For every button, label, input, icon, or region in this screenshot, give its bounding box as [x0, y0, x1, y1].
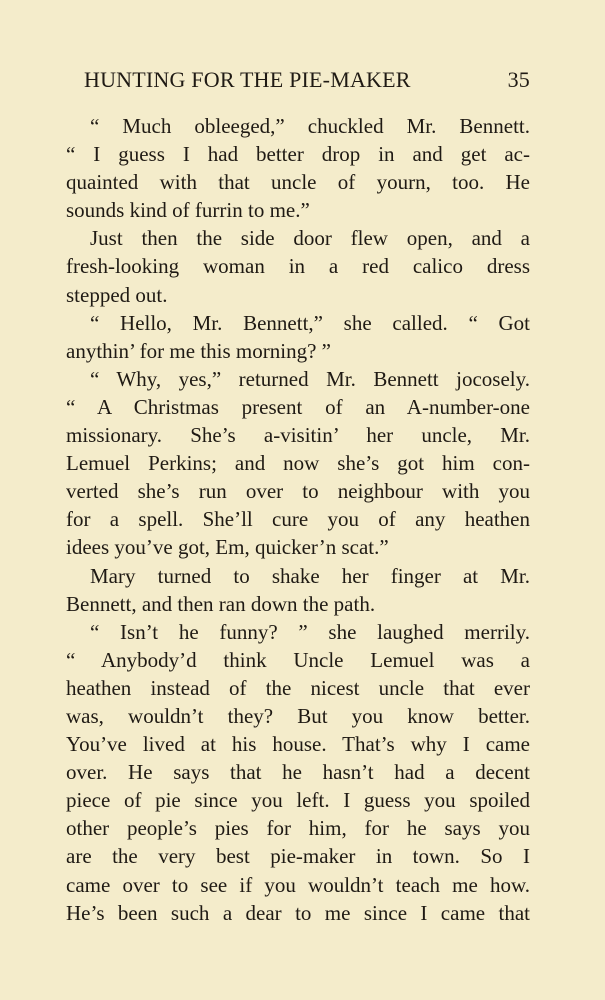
- text-line: Mary turned to shake her finger at Mr.: [90, 563, 530, 588]
- text-line: fresh-looking woman in a red calico dress: [66, 254, 530, 279]
- text-line: for a spell. She’ll cure you of any heathen: [66, 507, 530, 532]
- text-line: verted she’s run over to neighbour with you: [66, 479, 530, 504]
- text-line: Lemuel Perkins; and now she’s got him con-: [66, 451, 530, 476]
- text-line: quainted with that uncle of yourn, too. He: [66, 170, 530, 195]
- running-title: HUNTING FOR THE PIE-MAKER: [84, 67, 411, 92]
- page-number: 35: [507, 67, 530, 92]
- text-line: are the very best pie-maker in town. So I: [66, 844, 530, 869]
- text-line: “ Hello, Mr. Bennett,” she called. “ Got: [90, 310, 530, 335]
- text-line: anythin’ for me this morning? ”: [66, 338, 331, 363]
- text-line: sounds kind of furrin to me.”: [66, 198, 310, 223]
- text-line: “ I guess I had better drop in and get ac-: [66, 142, 530, 167]
- text-line: was, wouldn’t they? But you know better.: [66, 703, 530, 728]
- text-line: came over to see if you wouldn’t teach me how.: [66, 872, 530, 897]
- text-line: He’s been such a dear to me since I came that: [66, 900, 530, 925]
- text-line: heathen instead of the nicest uncle that ever: [66, 675, 530, 700]
- text-line: idees you’ve got, Em, quicker’n scat.”: [66, 535, 389, 560]
- text-line: other people’s pies for him, for he says you: [66, 816, 530, 841]
- text-line: missionary. She’s a-visitin’ her uncle, Mr.: [66, 423, 530, 448]
- text-line: Just then the side door flew open, and a: [90, 226, 530, 251]
- text-line: stepped out.: [66, 282, 168, 307]
- text-line: You’ve lived at his house. That’s why I came: [66, 732, 530, 757]
- text-line: over. He says that he hasn’t had a decent: [66, 760, 530, 785]
- text-line: piece of pie since you left. I guess you spoiled: [66, 788, 530, 813]
- text-line: Bennett, and then ran down the path.: [66, 591, 376, 616]
- running-head: [66, 64, 530, 96]
- text-line: “ Anybody’d think Uncle Lemuel was a: [66, 647, 530, 672]
- text-line: “ A Christmas present of an A-number-one: [66, 394, 530, 419]
- text-line: “ Isn’t he funny? ” she laughed merrily.: [90, 619, 530, 644]
- body-text: [66, 112, 530, 927]
- text-line: “ Why, yes,” returned Mr. Bennett jocosely.: [90, 366, 530, 391]
- text-line: “ Much obleeged,” chuckled Mr. Bennett.: [90, 114, 530, 138]
